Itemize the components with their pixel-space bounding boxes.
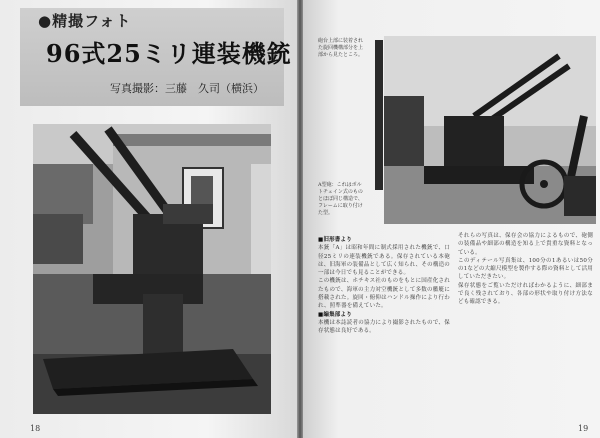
paragraph-1: 本銃「A」は昭和年間に制式採用された機銃で、口径25ミリの連装機銃である。保存されている本砲は、旧海軍の装備品として広く知られ、その構造の一部は今日でも見ることができる。 [318,245,450,277]
body-column-a [318,236,450,336]
sub-heading-2: ■編集部より [318,311,352,318]
main-photo [33,124,271,414]
top-photo [384,36,596,224]
left-page [0,0,297,438]
twin-gun-photo [33,124,271,414]
paragraph-2: この機銃は、ホチキス社のものをもとに国産化されたもので、海軍の主力対空機銃として多数の艦艇に搭載された。旋回・俯仰はハンドル操作により行われ、照準器を備えていた。 [318,278,450,310]
paragraph-4: それらの写真は、保存会の協力によるもので、砲側の装備品や細部の構造を知る上で貴重な資料となっている。 [458,233,593,256]
page-number-left: 18 [30,424,41,433]
page-number-right: 19 [578,424,589,433]
paragraph-3: 本機は本誌読者の協力により撮影されたもので、保存状態は良好である。 [318,319,450,335]
gun-carriage-photo [384,36,596,224]
body-column-b [458,232,593,307]
photo-credit: 写真撮影：三藤 久司（横浜） [110,82,264,95]
section-label: ●精撮フォト [38,12,132,30]
paragraph-5: このディテール写真集は、100分の1あるいは50分の1などの大縮尺模型を製作する際の資料として活用していただきたい。 [458,257,593,281]
caption-top: 砲台上部に装着された旋回機構部分を上部から見たところ。 [318,38,364,58]
caption-bottom: A型砲：これはボルトチェイン式のものとほぼ同じ構造で、フレームに取り付けた型。 [318,182,363,216]
paragraph-6: 保存状態をご覧いただければわかるように、細部まで良く残されており、各部の形状や取り付け方法なども確認できる。 [458,282,593,306]
sub-heading-1: ■旧形書より [318,237,352,243]
side-photo-strip [375,40,383,190]
article-title: 96式25ミリ連装機銃 [46,39,292,68]
